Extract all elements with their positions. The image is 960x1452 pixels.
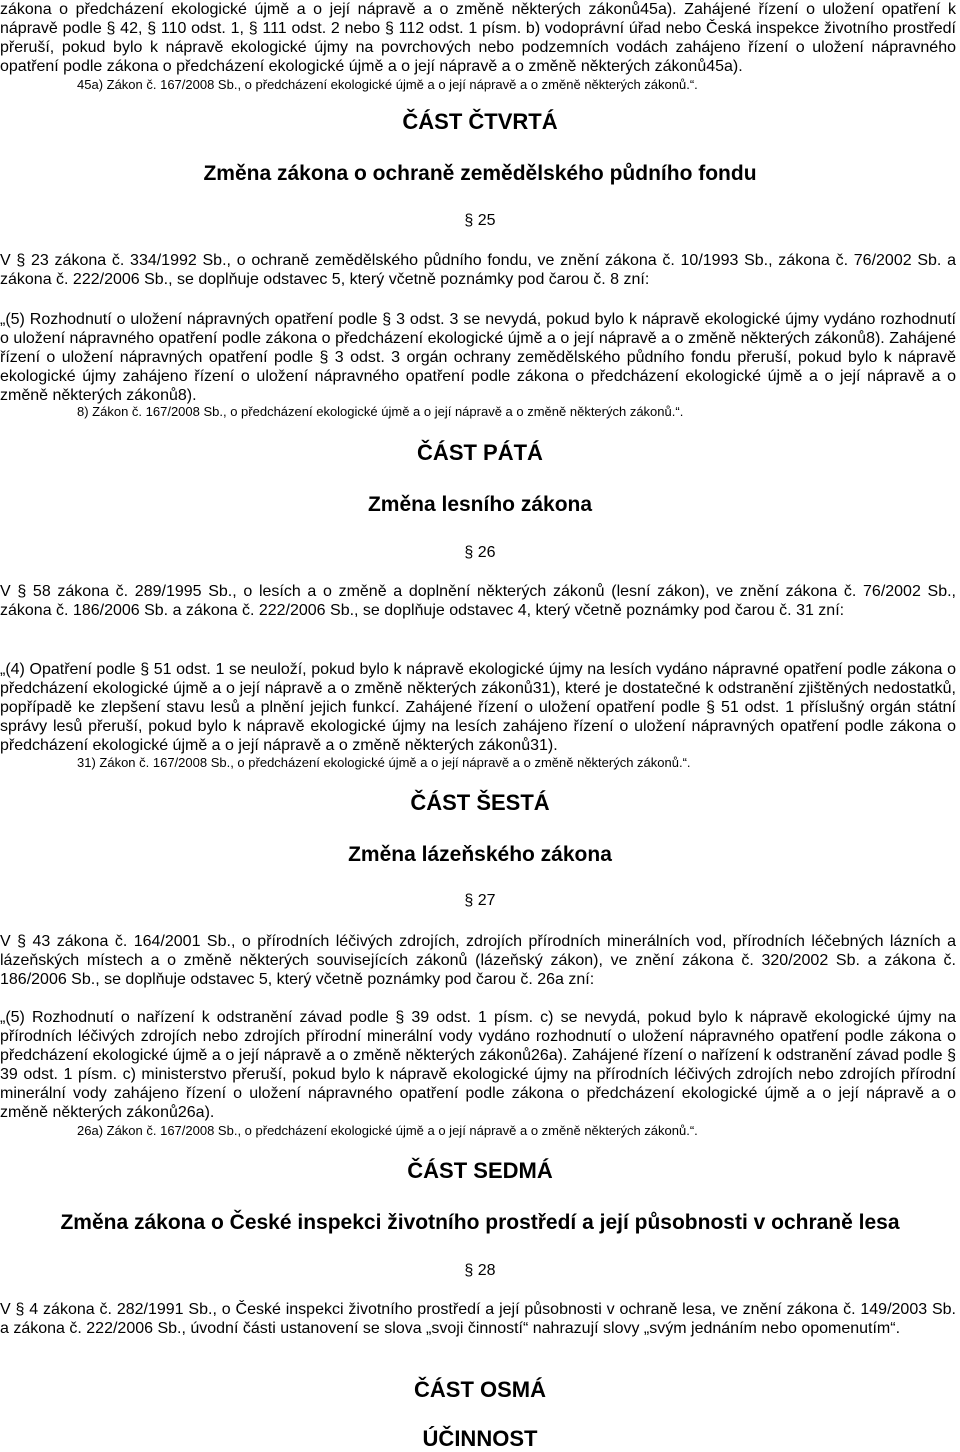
footnote-26a: 26a) Zákon č. 167/2008 Sb., o předcházení ekologické újmě a o její nápravě a o změně některých zákonů.“. (77, 1123, 698, 1138)
part-6-intro-paragraph: V § 43 zákona č. 164/2001 Sb., o přírodních léčivých zdrojích, zdrojích přírodních minerálních vod, přírodních léčebných lázních a lázeňských místech a o změně některých souvisejících zákonů (lázeňský zákon), ve znění zákona č. 320/2002 Sb. a zákona č. 186/2006 Sb., se doplňuje odstavec 5, který včetně poznámky pod čarou č. 26a zní: (0, 933, 956, 988)
part-4-title: Změna zákona o ochraně zemědělského půdního fondu (203, 162, 757, 185)
part-6-heading: ČÁST ŠESTÁ (410, 790, 550, 815)
footnote-31: 31) Zákon č. 167/2008 Sb., o předcházení ekologické újmě a o její nápravě a o změně některých zákonů.“. (77, 755, 691, 770)
part-5-title: Změna lesního zákona (367, 493, 593, 516)
part-6-title: Změna lázeňského zákona (348, 843, 612, 866)
intro-paragraph: zákona o předcházení ekologické újmě a o její nápravě a o změně některých zákonů45a). Zahájené řízení o uložení opatření k nápravě podle § 42, § 110 odst. 1, § 111 odst. 2 nebo § 112 odst. 1 písm. b) vodoprávní úřad nebo Česká inspekce životního prostředí přeruší, pokud bylo k nápravě ekologické újmy na povrchových nebo podzemních vodách zahájeno řízení o uložení nápravného opatření podle zákona o předcházení ekologické újmě a o její nápravě a o změně některých zákonů45a). (0, 1, 956, 75)
part-7-heading: ČÁST SEDMÁ (407, 1158, 553, 1183)
section-27: § 27 (464, 892, 496, 909)
part-5-heading: ČÁST PÁTÁ (417, 440, 543, 465)
footnote-45a: 45a) Zákon č. 167/2008 Sb., o předcházení ekologické újmě a o její nápravě a o změně některých zákonů.“. (77, 77, 698, 92)
part-7-title: Změna zákona o České inspekci životního prostředí a její působnosti v ochraně lesa (60, 1211, 900, 1234)
part-4-quoted-paragraph: „(5) Rozhodnutí o uložení nápravných opatření podle § 3 odst. 3 se nevydá, pokud bylo k nápravě ekologické újmy vydáno rozhodnutí o uložení nápravného opatření podle zákona o předcházení ekologické újmě a o její nápravě a o změně některých zákonů8). Zahájené řízení o uložení nápravných opatření podle § 3 odst. 3 orgán ochrany zemědělského půdního fondu přeruší, pokud bylo k nápravě ekologické újmy zahájeno řízení o uložení nápravného opatření podle zákona o předcházení ekologické újmě a o její nápravě a o změně některých zákonů8). (0, 311, 956, 404)
part-8-title: ÚČINNOST (422, 1426, 538, 1451)
part-7-intro-paragraph: V § 4 zákona č. 282/1991 Sb., o České inspekci životního prostředí a její působnosti v ochraně lesa, ve znění zákona č. 149/2003 Sb. a zákona č. 222/2006 Sb., úvodní části ustanovení se slova „svoji činností“ nahrazují slovy „svým jednáním nebo opomenutím“. (0, 1301, 956, 1337)
section-25: § 25 (464, 212, 496, 229)
part-4-intro-paragraph: V § 23 zákona č. 334/1992 Sb., o ochraně zemědělského půdního fondu, ve znění zákona č. 10/1993 Sb., zákona č. 76/2002 Sb. a zákona č. 222/2006 Sb., se doplňuje odstavec 5, který včetně poznámky pod čarou č. 8 zní: (0, 252, 956, 288)
section-26: § 26 (464, 544, 496, 561)
part-6-quoted-paragraph: „(5) Rozhodnutí o nařízení k odstranění závad podle § 39 odst. 1 písm. c) se nevydá, pokud bylo k nápravě ekologické újmy na přírodních léčivých zdrojích nebo zdrojích přírodní minerální vody vydáno rozhodnutí o uložení nápravného opatření podle zákona o předcházení ekologické újmě a o její nápravě a o změně některých zákonů26a). Zahájené řízení o nařízení k odstranění závad podle § 39 odst. 1 písm. c) ministerstvo přeruší, pokud bylo k nápravě ekologické újmy na přírodních léčivých zdrojích nebo zdrojích přírodní minerální vody zahájeno řízení o uložení nápravného opatření podle zákona o předcházení ekologické újmě a o její nápravě a o změně některých zákonů26a). (0, 1009, 956, 1121)
part-8-heading: ČÁST OSMÁ (414, 1377, 546, 1402)
part-5-quoted-paragraph: „(4) Opatření podle § 51 odst. 1 se neuloží, pokud bylo k nápravě ekologické újmy na lesích vydáno nápravné opatření podle zákona o předcházení ekologické újmě a o její nápravě a o změně některých zákonů31), které je dostatečné k odstranění zjištěných nedostatků, popřípadě ke zlepšení stavu lesů a plnění jejich funkcí. Zahájené řízení o uložení opatření podle § 51 odst. 1 příslušný orgán státní správy lesů přeruší, pokud bylo k nápravě ekologické újmy na lesích zahájeno řízení o uložení nápravných opatření podle zákona o předcházení ekologické újmě a o její nápravě a o změně některých zákonů31). (0, 661, 956, 754)
footnote-8: 8) Zákon č. 167/2008 Sb., o předcházení ekologické újmě a o její nápravě a o změně některých zákonů.“. (77, 404, 684, 419)
section-28: § 28 (464, 1262, 496, 1279)
part-5-intro-paragraph: V § 58 zákona č. 289/1995 Sb., o lesích a o změně a doplnění některých zákonů (lesní zákon), ve znění zákona č. 76/2002 Sb., zákona č. 186/2006 Sb. a zákona č. 222/2006 Sb., se doplňuje odstavec 4, který včetně poznámky pod čarou č. 31 zní: (0, 583, 956, 619)
part-4-heading: ČÁST ČTVRTÁ (402, 109, 558, 134)
